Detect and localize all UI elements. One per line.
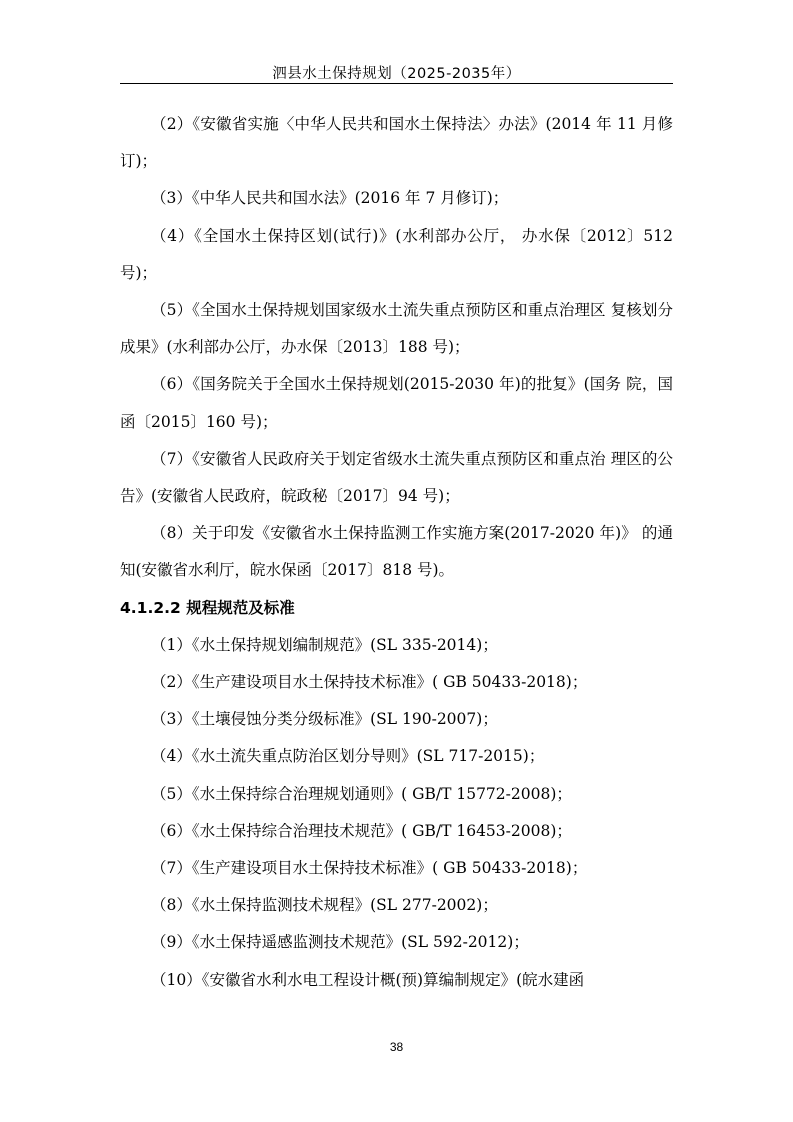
standard-item-5: （5）《水土保持综合治理规划通则》( GB/T 15772-2008)； xyxy=(151,784,572,803)
standard-item-4: （4）《水土流失重点防治区划分导则》(SL 717-2015)； xyxy=(151,747,545,766)
page-number: 38 xyxy=(389,1040,404,1054)
running-header-title: 泗县水土保持规划（2025-2035年） xyxy=(272,66,521,82)
policy-doc-item-3: （3）《中华人民共和国水法》(2016 年 7 月修订)； xyxy=(151,189,509,208)
document-body xyxy=(120,106,673,999)
policy-doc-item-2: （2）《安徽省实施〈中华人民共和国水土保持法〉办法》(2014 年 11 月修订)； xyxy=(120,115,673,171)
policy-doc-item-6: （6）《国务院关于全国水土保持规划(2015-2030 年)的批复》(国务 院，国函〔2015〕160 号)； xyxy=(120,375,673,431)
standard-item-10: （10）《安徽省水利水电工程设计概(预)算编制规定》(皖水建函 xyxy=(151,970,585,989)
standard-item-2: （2）《生产建设项目水土保持技术标准》( GB 50433-2018)； xyxy=(151,673,588,692)
standard-item-1: （1）《水土保持规划编制规范》(SL 335-2014)； xyxy=(151,635,498,654)
standard-item-3: （3）《土壤侵蚀分类分级标准》(SL 190-2007)； xyxy=(151,710,498,729)
section-heading: 4.1.2.2 规程规范及标准 xyxy=(120,598,295,617)
standard-item-6: （6）《水土保持综合治理技术规范》( GB/T 16453-2008)； xyxy=(151,821,572,840)
header-divider xyxy=(120,83,673,84)
standard-item-9: （9）《水土保持遥感监测技术规范》(SL 592-2012)； xyxy=(151,933,529,952)
policy-doc-item-7: （7）《安徽省人民政府关于划定省级水土流失重点预防区和重点治 理区的公告》(安徽省人民政府，皖政秘〔2017〕94 号)； xyxy=(120,449,673,506)
standard-item-8: （8）《水土保持监测技术规程》(SL 277-2002)； xyxy=(151,896,498,915)
policy-doc-item-4: （4）《全国水土保持区划(试行)》(水利部办公厅， 办水保〔2012〕512 号)； xyxy=(120,226,673,282)
policy-doc-item-5: （5）《全国水土保持规划国家级水土流失重点预防区和重点治理区 复核划分成果》(水利部办公厅，办水保〔2013〕188 号)； xyxy=(120,301,673,357)
policy-doc-item-8: （8）关于印发《安徽省水土保持监测工作实施方案(2017-2020 年)》 的通知(安徽省水利厅，皖水保函〔2017〕818 号)。 xyxy=(120,524,673,580)
standard-item-7: （7）《生产建设项目水土保持技术标准》( GB 50433-2018)； xyxy=(151,859,588,878)
